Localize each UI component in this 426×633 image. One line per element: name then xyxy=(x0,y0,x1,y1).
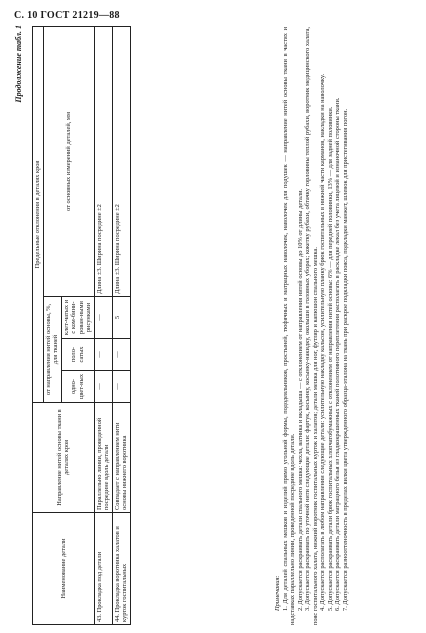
note-item: 6. Допускается раскраивать детали матрацного белья из гладкокрашенных тканей полотняного переплетения располагать в раскладке лекал без учета лицевой и изнаночной стороны ткани. xyxy=(334,97,342,611)
rotated-page-content xyxy=(12,25,412,625)
row-direction: Совпадает с направлением нити основы нижнего воротника xyxy=(112,403,130,513)
table-row xyxy=(94,26,112,624)
row-check: — xyxy=(94,297,112,339)
note-item: 2. Допускается раскраивать детали спального мешка: чехла, ватника и вкладыша — с отклонением от направления нитей основы до 10% от длины детали. xyxy=(296,188,304,611)
row-check: 5 xyxy=(112,297,130,339)
header-uni: одно-цвет-ных xyxy=(61,371,94,403)
header-warp: от направления нитей основы, %, для тканей xyxy=(43,297,61,403)
notes-section xyxy=(274,27,349,625)
page-header: С. 10 ГОСТ 21219—88 xyxy=(14,10,120,21)
notes-title: Примечания: xyxy=(274,575,281,611)
row-dims: Длина ±3. Ширина посредине ±2 xyxy=(94,26,112,296)
note-item: 3. Допускается раскраивать по уточной нити следующие детали: фартук, косынку, косынку-накидку, околыши в головных уборах; кокетку рубахи, обтачку горловины теплой рубахи, воротник медицинского халата, пояс госпитального халата, нижний воротник госпитальных курток и халатов; детали мешка для ног, футляр и капюшон спального мешка. xyxy=(304,27,319,625)
header-check: клет-чатых и с ком-бини-рован-ными рисунками xyxy=(61,297,94,339)
table-row xyxy=(112,26,130,624)
header-name: Наименование детали xyxy=(33,513,95,625)
note-item: 1. Для деталей спальных мешков и изделий прямо угольной формы, пододеяльников, простыней, тюфячных и матрацных наволочек, наволочек для подушек — направление нитей основы ткани в частях и надставках параллельно линии, проведенной посредине вдоль детали. xyxy=(281,27,297,625)
note-item: 5. Допускается раскраивать детали брюк госпитальных хлопчатобумажных с отклонением от направления нитей основы: 6% — для передней половинки, 13% — для задней половинки. xyxy=(326,106,334,611)
row-uni: — xyxy=(112,371,130,403)
header-permitted: Предельные отклонения в деталях кроя xyxy=(33,26,44,402)
table-continuation-label: Продолжение табл. 1 xyxy=(14,25,23,103)
header-dims: от основных измерений деталей, мм xyxy=(43,26,94,296)
row-stripe: — xyxy=(112,339,130,371)
note-item: 7. Допускается разнооттеночность в пределах вилки цвета утвержденного образца-эталона на ткань при раскрое подкладки пояса, подкладки манжет, шлевок для пристегивания погон. xyxy=(341,108,349,611)
row-dims: Длина ±3. Ширина посредине ±2 xyxy=(112,26,130,296)
header-direction: Направление нитей основы ткани в деталях кроя xyxy=(33,403,95,513)
row-name: 43. Прокладка под детали xyxy=(94,513,112,625)
row-name: 44. Прокладка воротника халатов и курток госпитальных xyxy=(112,513,130,625)
row-stripe: — xyxy=(94,339,112,371)
note-item: 4. Допускается располагать в любом направлении следующие детали: усилительную накладку кальсон, усилительную планку брюк госпитальных в нижней части карманов, накладки на наволочку. xyxy=(319,73,327,611)
header-stripe: поло-сатых xyxy=(61,339,94,371)
row-direction: Параллельно линии, проведенной посредине вдоль детали xyxy=(94,403,112,513)
cutting-deviation-table xyxy=(32,26,131,625)
row-uni: — xyxy=(94,371,112,403)
